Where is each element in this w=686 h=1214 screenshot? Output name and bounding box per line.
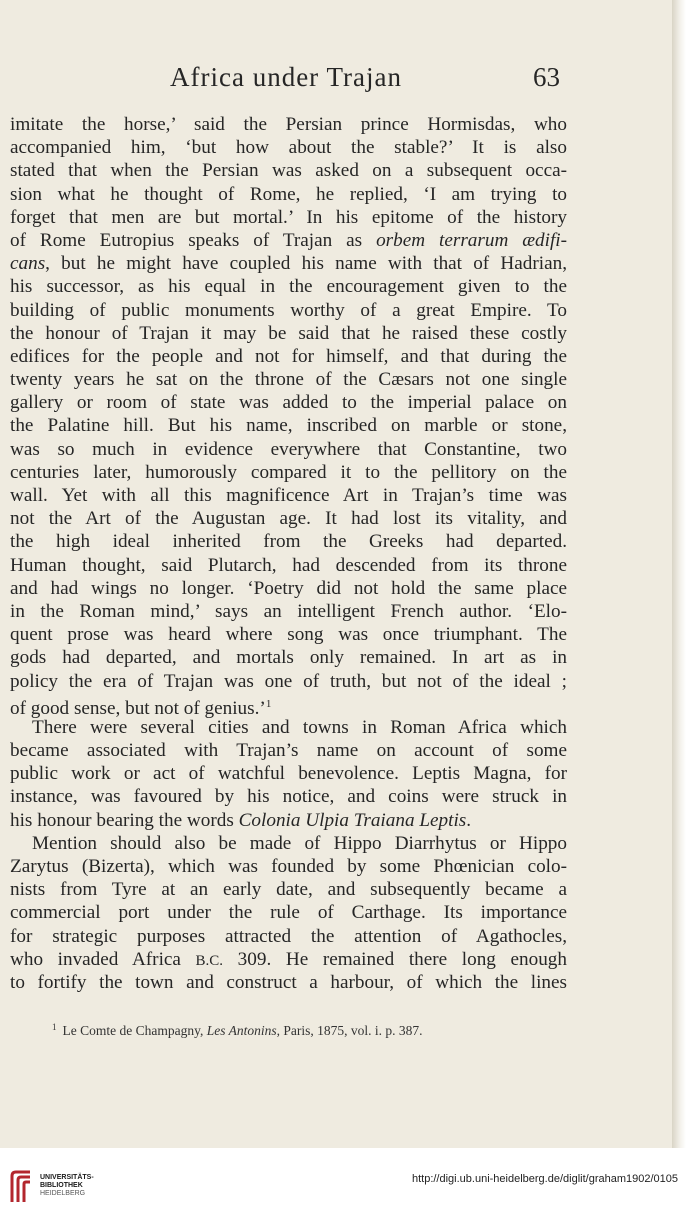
text-line: to fortify the town and construct a harbour, of which the lines xyxy=(10,971,567,993)
text-line: commercial port under the rule of Carthage. Its importance xyxy=(10,902,567,924)
text-line xyxy=(10,229,567,252)
text-line: the honour of Trajan it may be said that he raised these costly xyxy=(10,322,567,344)
text-line: Mention should also be made of Hippo Diarrhytus or Hippo xyxy=(32,832,567,854)
text-run: , but he might have coupled his name with that of Hadrian, xyxy=(45,253,567,275)
footnote xyxy=(52,1022,572,1039)
text-line: the high ideal inherited from the Greeks had departed. xyxy=(10,531,567,553)
text-line: public work or act of watchful benevolence. Leptis Magna, for xyxy=(10,763,567,785)
text-line: not the Art of the Augustan age. It had lost its vitality, and xyxy=(10,508,567,530)
running-title: Africa under Trajan xyxy=(170,62,402,92)
text-line: instance, was favoured by his notice, and coins were struck in xyxy=(10,786,567,808)
text-line: twenty years he sat on the throne of the Cæsars not one single xyxy=(10,369,567,391)
text-line xyxy=(10,948,567,971)
text-line: accompanied him, ‘but how about the stable?’ It is also xyxy=(10,137,567,159)
text-line: in the Roman mind,’ says an intelligent French author. ‘Elo- xyxy=(10,600,567,622)
text-run: his honour bearing the words xyxy=(10,809,239,831)
text-line: There were several cities and towns in Roman Africa which xyxy=(32,716,567,738)
text-line xyxy=(10,809,567,832)
text-line xyxy=(10,693,567,719)
library-name-line: UNIVERSITÄTS- xyxy=(40,1174,94,1181)
text-run: of Rome Eutropius speaks of Trajan as xyxy=(10,229,377,251)
text-run: . xyxy=(466,809,472,831)
text-line: edifices for the people and not for himself, and that during the xyxy=(10,345,567,367)
library-logo-icon xyxy=(8,1170,34,1204)
text-line: became associated with Trajan’s name on account of some xyxy=(10,740,567,762)
text-run: of good sense, but not of genius.’ xyxy=(10,697,266,719)
text-line: and had wings no longer. ‘Poetry did not hold the same place xyxy=(10,577,567,599)
text-line: wall. Yet with all this magnificence Art in Trajan’s time was xyxy=(10,485,567,506)
library-name-line: HEIDELBERG xyxy=(40,1190,86,1197)
latin-phrase: cans xyxy=(10,253,46,275)
small-caps: B.C. xyxy=(195,952,224,969)
text-line: stated that when the Persian was asked on a subsequent occa- xyxy=(10,160,567,182)
footnote-text: Le Comte de Champagny, xyxy=(62,1023,207,1038)
library-name xyxy=(40,1174,94,1198)
library-name-line: BIBLIOTHEK xyxy=(40,1182,83,1189)
text-line: forget that men are but mortal.’ In his epitome of the history xyxy=(10,206,567,228)
page-footer xyxy=(0,1148,686,1214)
footnote-title: Les Antonins xyxy=(206,1023,277,1038)
text-line: the Palatine hill. But his name, inscribed on marble or stone, xyxy=(10,415,567,437)
text-line: gods had departed, and mortals only remained. In art as in xyxy=(10,647,567,669)
footnote-ref: 1 xyxy=(265,697,272,710)
footnote-text: , Paris, 1875, vol. i. p. 387. xyxy=(276,1023,423,1038)
page-header xyxy=(0,62,672,98)
text-line: policy the era of Trajan was one of truth, but not of the ideal ; xyxy=(10,670,567,692)
footnote-marker: 1 xyxy=(52,1022,57,1032)
text-run: 309. He remained there long enough xyxy=(223,948,567,970)
page-number: 63 xyxy=(533,62,560,92)
text-line: was so much in evidence everywhere that Constantine, two xyxy=(10,438,567,460)
text-line: sion what he thought of Rome, he replied, ‘I am trying to xyxy=(10,183,567,205)
source-url[interactable]: http://digi.ub.uni-heidelberg.de/diglit/graham1902/0105 xyxy=(411,1173,678,1185)
body-text xyxy=(10,113,567,994)
page-edge xyxy=(672,0,686,1148)
text-line: Zarytus (Bizerta), which was founded by some Phœnician colo- xyxy=(10,856,567,877)
text-line: nists from Tyre at an early date, and subsequently became a xyxy=(10,879,567,901)
text-run: who invaded Africa xyxy=(10,948,196,970)
latin-phrase: orbem terrarum ædifi- xyxy=(376,229,567,251)
text-line: gallery or room of state was added to the imperial palace on xyxy=(10,392,567,414)
text-line: building of public monuments worthy of a great Empire. To xyxy=(10,299,567,321)
text-line: centuries later, humorously compared it to the pellitory on the xyxy=(10,461,567,483)
text-line: imitate the horse,’ said the Persian prince Hormisdas, who xyxy=(10,114,567,135)
text-line: Human thought, said Plutarch, had descended from its throne xyxy=(10,554,567,576)
text-line: for strategic purposes attracted the attention of Agathocles, xyxy=(10,925,567,947)
latin-phrase: Colonia Ulpia Traiana Leptis xyxy=(238,809,467,831)
text-line: his successor, as his equal in the encouragement given to the xyxy=(10,276,567,298)
text-line: quent prose was heard where song was once triumphant. The xyxy=(10,624,567,646)
text-line xyxy=(10,252,567,275)
